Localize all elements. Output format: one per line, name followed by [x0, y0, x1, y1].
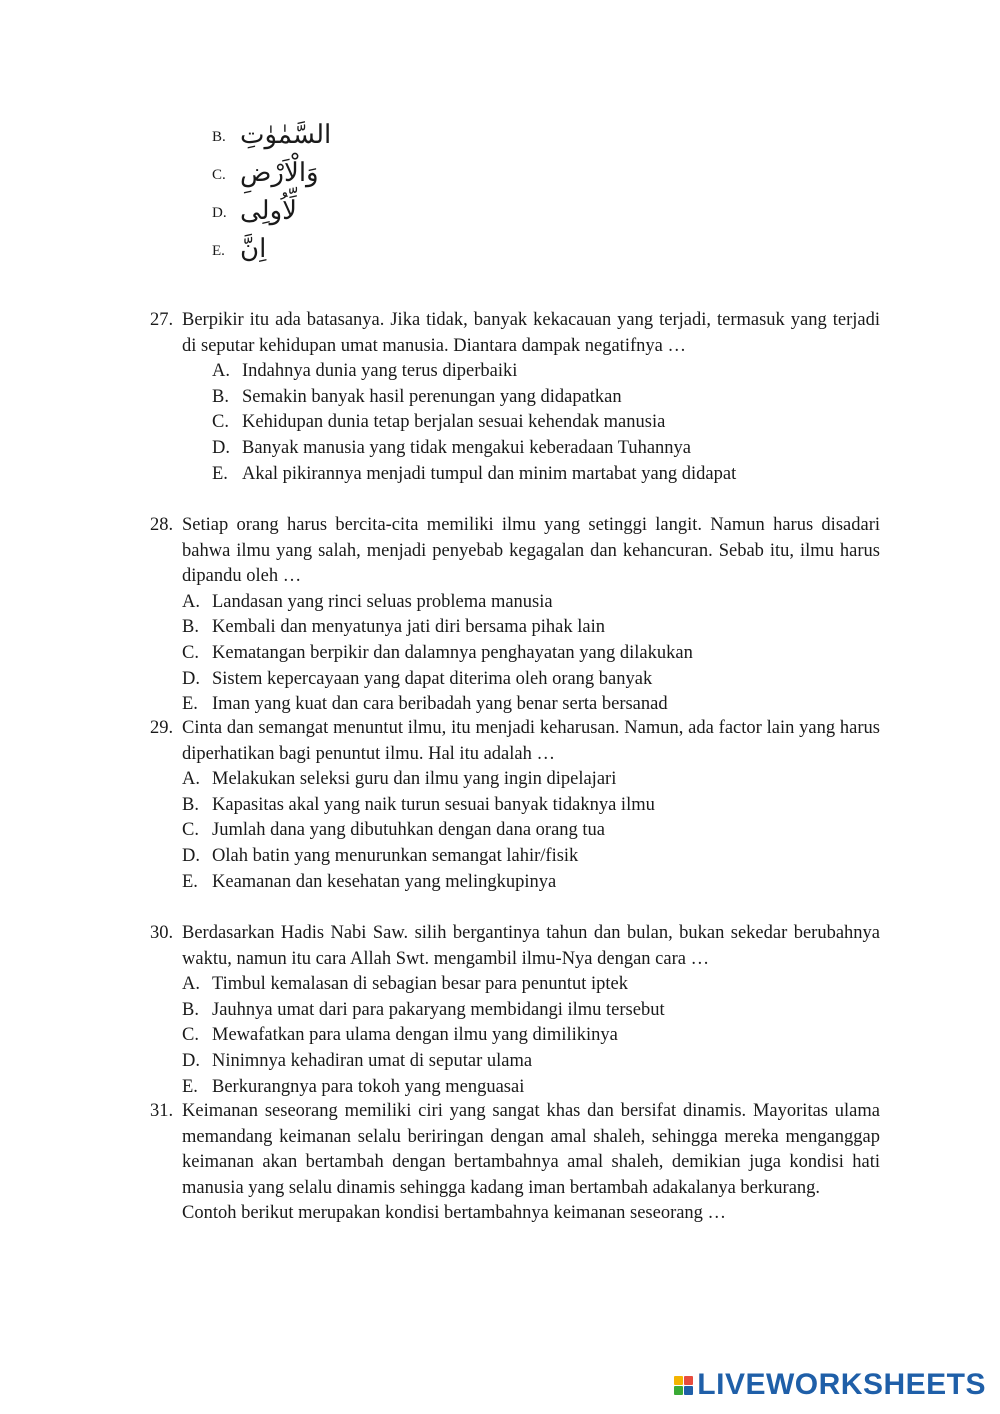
- option-b: [182, 615, 880, 641]
- option-b: [212, 385, 880, 411]
- arabic-option-d: [212, 192, 512, 230]
- option-e: [182, 692, 880, 718]
- question-prompt: Contoh berikut merupakan kondisi bertambahnya keimanan seseorang …: [182, 1203, 727, 1224]
- question-stem: Berpikir itu ada batasanya. Jika tidak, banyak kekacauan yang terjadi, termasuk yang terjadi di seputar kehidupan umat manusia. Diantara dampak negatifnya …: [182, 310, 880, 356]
- option-list: [182, 767, 880, 895]
- option-text: Semakin banyak hasil perenungan yang didapatkan: [242, 386, 622, 407]
- option-a: [182, 767, 880, 793]
- option-letter: C.: [182, 1025, 199, 1046]
- liveworksheets-logo: [674, 1368, 986, 1402]
- option-letter: C.: [182, 642, 199, 663]
- option-text: Kembali dan menyatunya jati diri bersama pihak lain: [212, 617, 605, 638]
- option-letter: D.: [182, 845, 200, 866]
- option-letter: B.: [182, 794, 199, 815]
- option-text: Melakukan seleksi guru dan ilmu yang ingin dipelajari: [212, 769, 617, 790]
- option-letter: C.: [212, 167, 226, 183]
- option-b: [182, 793, 880, 819]
- option-letter: A.: [182, 769, 200, 790]
- option-letter: E.: [182, 1076, 198, 1097]
- option-letter: E.: [182, 694, 198, 715]
- arabic-text: السَّمٰوٰتِ: [240, 120, 332, 150]
- logo-mark-icon: [674, 1376, 693, 1395]
- arabic-option-c: [212, 154, 512, 192]
- question-number: 30.: [150, 923, 174, 943]
- logo-square: [674, 1386, 683, 1395]
- option-text: Olah batin yang menurunkan semangat lahir/fisik: [212, 845, 579, 866]
- option-text: Mewafatkan para ulama dengan ilmu yang dimilikinya: [212, 1025, 618, 1046]
- option-letter: C.: [212, 412, 229, 433]
- option-letter: D.: [212, 205, 227, 221]
- option-e: [212, 462, 880, 488]
- option-c: [182, 818, 880, 844]
- question-number: 27.: [150, 310, 174, 330]
- option-letter: B.: [212, 129, 226, 145]
- option-a: [182, 972, 880, 998]
- option-d: [212, 436, 880, 462]
- option-text: Kapasitas akal yang naik turun sesuai banyak tidaknya ilmu: [212, 794, 655, 815]
- arabic-text: اِنَّ: [240, 234, 267, 264]
- question-number: 28.: [150, 515, 174, 535]
- option-text: Jauhnya umat dari para pakaryang membidangi ilmu tersebut: [212, 999, 665, 1020]
- option-text: Landasan yang rinci seluas problema manusia: [212, 591, 553, 612]
- option-text: Keamanan dan kesehatan yang melingkupinya: [212, 871, 557, 892]
- option-c: [212, 410, 880, 436]
- logo-text: LIVEWORKSHEETS: [697, 1368, 986, 1401]
- option-letter: E.: [212, 463, 228, 484]
- option-text: Sistem kepercayaan yang dapat diterima oleh orang banyak: [212, 668, 653, 689]
- option-list: [182, 590, 880, 718]
- option-letter: A.: [182, 591, 200, 612]
- question-29: [150, 716, 880, 895]
- question-stem: Berdasarkan Hadis Nabi Saw. silih bergantinya tahun dan bulan, bukan sekedar berubahnya waktu, namun itu cara Allah Swt. mengambil ilmu-Nya dengan cara …: [182, 923, 880, 969]
- option-a: [182, 590, 880, 616]
- option-text: Kehidupan dunia tetap berjalan sesuai kehendak manusia: [242, 412, 666, 433]
- arabic-option-e: [212, 230, 512, 268]
- option-d: [182, 667, 880, 693]
- option-text: Akal pikirannya menjadi tumpul dan minim martabat yang didapat: [242, 463, 737, 484]
- option-letter: B.: [182, 617, 199, 638]
- option-list: [182, 972, 880, 1100]
- option-e: [182, 870, 880, 896]
- option-c: [182, 1023, 880, 1049]
- option-e: [182, 1075, 880, 1101]
- question-number: 31.: [150, 1101, 174, 1121]
- arabic-option-b: [212, 116, 512, 154]
- option-letter: B.: [182, 999, 199, 1020]
- option-letter: A.: [182, 974, 200, 995]
- option-letter: E.: [212, 243, 225, 259]
- question-27: [150, 308, 880, 487]
- option-text: Berkurangnya para tokoh yang menguasai: [212, 1076, 525, 1097]
- option-letter: D.: [182, 1050, 200, 1071]
- option-d: [182, 844, 880, 870]
- question-28: [150, 513, 880, 718]
- option-text: Timbul kemalasan di sebagian besar para penuntut iptek: [212, 974, 628, 995]
- option-letter: A.: [212, 361, 230, 382]
- question-30: [150, 921, 880, 1100]
- question-stem: Cinta dan semangat menuntut ilmu, itu menjadi keharusan. Namun, ada factor lain yang harus diperhatikan bagi penuntut ilmu. Hal itu adalah …: [182, 718, 880, 764]
- arabic-text: وَالْاَرْضِ: [240, 158, 319, 188]
- option-letter: D.: [182, 668, 200, 689]
- question-stem: Keimanan seseorang memiliki ciri yang sangat khas dan bersifat dinamis. Mayoritas ulama memandang keimanan selalu beriringan dengan amal shaleh, sehingga mereka menganggap keimanan akan bertambah dengan bertambahnya amal shaleh, demikian juga kondisi hati manusia yang selalu dinamis sehingga kadang iman bertambah adakalanya berkurang.: [182, 1101, 880, 1198]
- option-text: Indahnya dunia yang terus diperbaiki: [242, 361, 518, 382]
- option-text: Jumlah dana yang dibutuhkan dengan dana orang tua: [212, 820, 606, 841]
- option-list: [212, 359, 880, 487]
- option-letter: E.: [182, 871, 198, 892]
- option-d: [182, 1049, 880, 1075]
- option-letter: C.: [182, 820, 199, 841]
- question-number: 29.: [150, 718, 174, 738]
- logo-square: [674, 1376, 683, 1385]
- question-31: [150, 1099, 880, 1227]
- option-c: [182, 641, 880, 667]
- option-letter: B.: [212, 386, 229, 407]
- logo-square: [684, 1376, 693, 1385]
- option-text: Ninimnya kehadiran umat di seputar ulama: [212, 1050, 533, 1071]
- question-stem: Setiap orang harus bercita-cita memiliki ilmu yang setinggi langit. Namun harus disadari bahwa ilmu yang salah, menjadi penyebab kegagalan dan kehancuran. Sebab itu, ilmu harus dipandu oleh …: [182, 515, 880, 587]
- option-b: [182, 998, 880, 1024]
- option-letter: D.: [212, 437, 230, 458]
- logo-square: [684, 1386, 693, 1395]
- option-a: [212, 359, 880, 385]
- arabic-options: [212, 116, 512, 268]
- option-text: Banyak manusia yang tidak mengakui keberadaan Tuhannya: [242, 437, 692, 458]
- arabic-text: لِّاُولِى: [240, 196, 297, 226]
- option-text: Kematangan berpikir dan dalamnya penghayatan yang dilakukan: [212, 642, 693, 663]
- option-text: Iman yang kuat dan cara beribadah yang benar serta bersanad: [212, 694, 668, 715]
